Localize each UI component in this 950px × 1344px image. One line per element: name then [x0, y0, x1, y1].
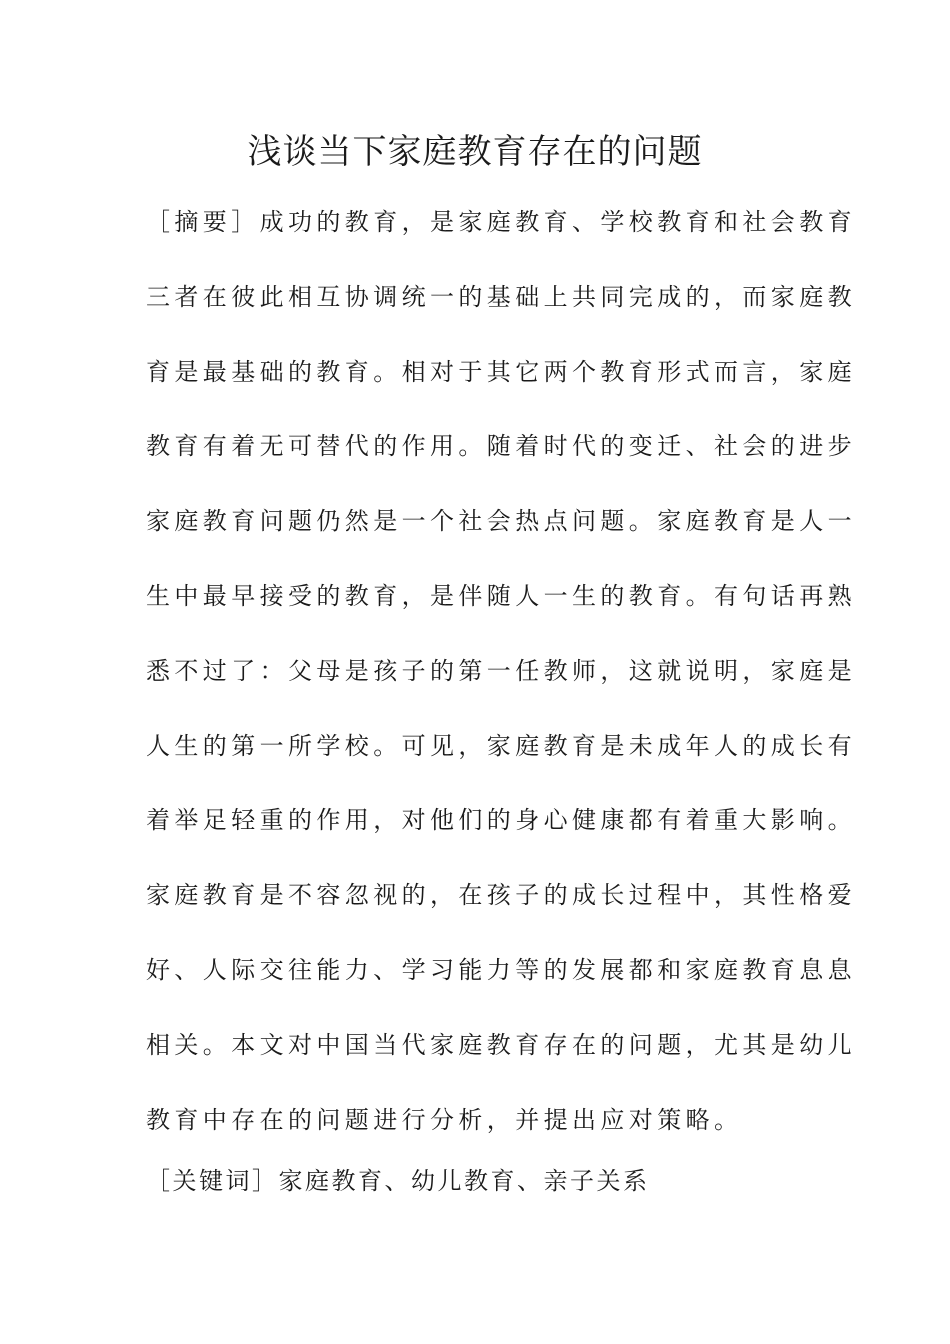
- page-title: 浅谈当下家庭教育存在的问题: [247, 132, 703, 172]
- abstract-line: 教育有着无可替代的作用。随着时代的变迁、社会的进步: [146, 432, 856, 461]
- abstract-line: 生中最早接受的教育，是伴随人一生的教育。有句话再熟: [146, 581, 856, 610]
- abstract-line: 家庭教育是不容忽视的，在孩子的成长过程中，其性格爱: [146, 881, 856, 910]
- abstract-line: 悉不过了：父母是孩子的第一任教师，这就说明，家庭是: [146, 656, 856, 685]
- abstract-line: 相关。本文对中国当代家庭教育存在的问题，尤其是幼儿: [146, 1030, 856, 1059]
- abstract-line: 三者在彼此相互协调统一的基础上共同完成的，而家庭教: [146, 282, 856, 311]
- abstract-line: 育是最基础的教育。相对于其它两个教育形式而言，家庭: [146, 357, 856, 386]
- abstract-line: 好、人际交往能力、学习能力等的发展都和家庭教育息息: [146, 955, 856, 984]
- keywords-line: ［关键词］家庭教育、幼儿教育、亲子关系: [146, 1167, 650, 1195]
- abstract-line: 家庭教育问题仍然是一个社会热点问题。家庭教育是人一: [146, 507, 856, 536]
- abstract-line: 教育中存在的问题进行分析，并提出应对策略。: [146, 1105, 743, 1134]
- abstract-line: 着举足轻重的作用，对他们的身心健康都有着重大影响。: [146, 806, 856, 835]
- abstract-line: 人生的第一所学校。可见，家庭教育是未成年人的成长有: [146, 731, 856, 760]
- abstract-line: ［摘要］成功的教育，是家庭教育、学校教育和社会教育: [146, 208, 856, 236]
- abstract-paragraph: [146, 196, 856, 1168]
